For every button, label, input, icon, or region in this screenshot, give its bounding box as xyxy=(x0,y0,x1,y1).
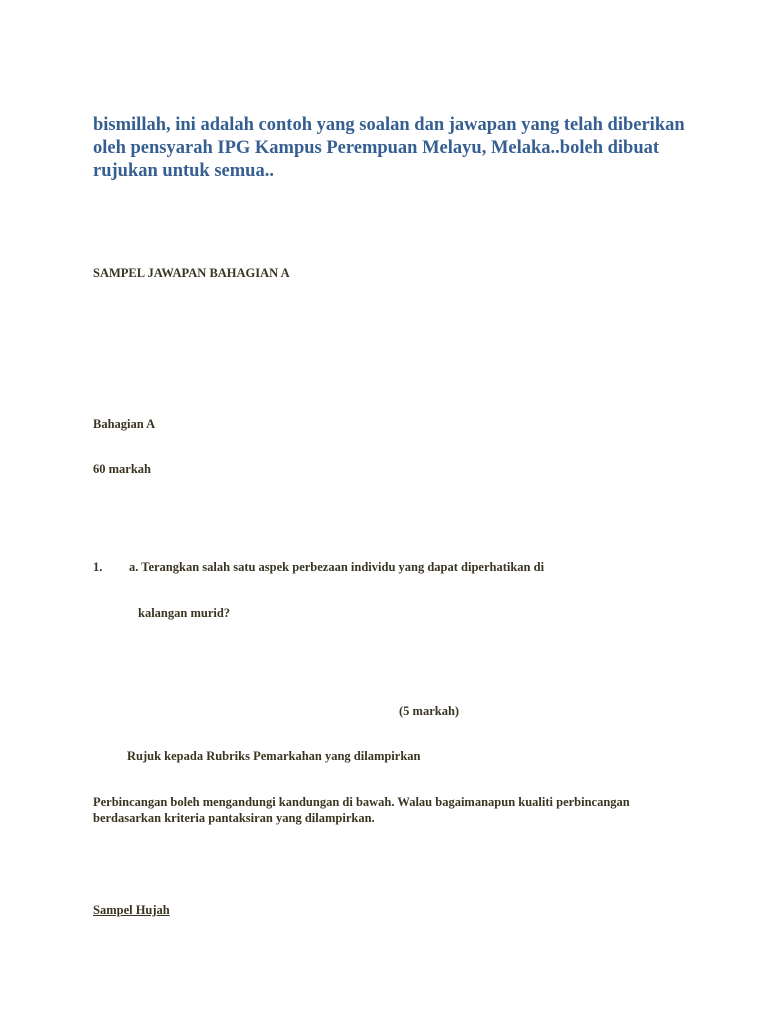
discussion-paragraph: Perbincangan boleh mengandungi kandungan di bawah. Walau bagaimanapun kualiti perbincangan berdasarkan kriteria pantaksiran yang dilampirkan. xyxy=(93,795,630,825)
question-marks: (5 markah) xyxy=(399,704,460,718)
question-text-line-1: a. Terangkan salah satu aspek perbezaan individu yang dapat diperhatikan di xyxy=(129,560,545,574)
sample-argument-link[interactable]: Sampel Hujah xyxy=(93,903,170,917)
section-total-marks: 60 markah xyxy=(93,462,151,476)
intro-paragraph: bismillah, ini adalah contoh yang soalan dan jawapan yang telah diberikan oleh pensyarah IPG Kampus Perempuan Melayu, Melaka..boleh dibuat rujukan untuk semua.. xyxy=(93,115,685,181)
rubric-note: Rujuk kepada Rubriks Pemarkahan yang dilampirkan xyxy=(127,749,421,763)
question-number: 1. xyxy=(93,560,103,574)
section-heading: SAMPEL JAWAPAN BAHAGIAN A xyxy=(93,266,290,280)
question-text-line-2: kalangan murid? xyxy=(138,606,231,620)
section-label: Bahagian A xyxy=(93,417,156,431)
